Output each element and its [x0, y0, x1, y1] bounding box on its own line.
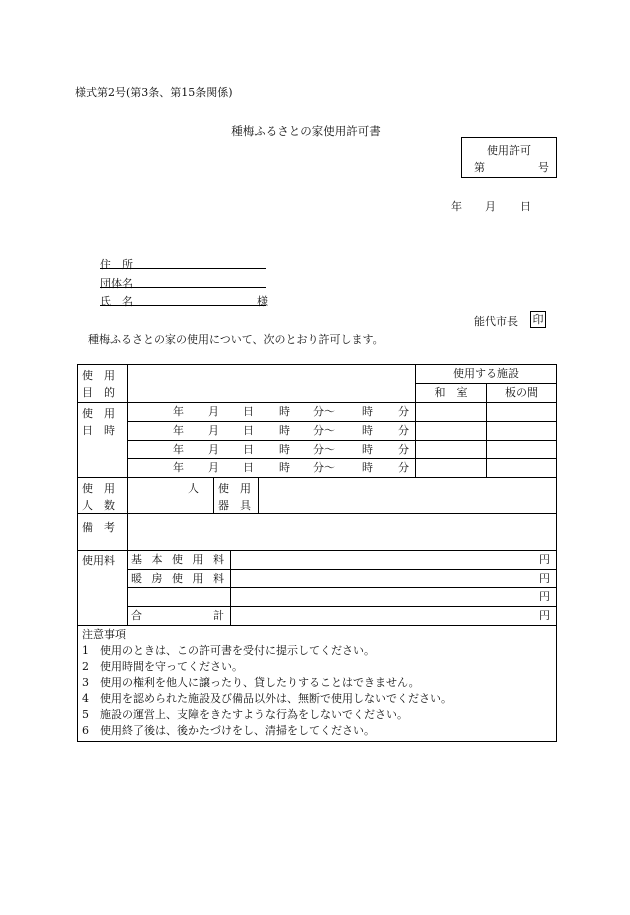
datetime-row: [127, 421, 416, 441]
notes-section: [77, 625, 557, 742]
unit-month: 月: [208, 461, 219, 474]
date-day: 日: [520, 200, 531, 213]
fee-item-value: 円: [230, 569, 557, 588]
unit-day: 日: [243, 424, 254, 437]
date-year: 年: [451, 200, 462, 213]
unit-minute-from: 分〜: [313, 461, 335, 474]
unit-month: 月: [208, 443, 219, 456]
facility-header: 使用する施設: [415, 364, 557, 384]
fee-item-value: 円: [230, 587, 557, 607]
unit-hour: 時: [362, 461, 373, 474]
unit-minute: 分: [398, 443, 409, 456]
washitsu-cell: [415, 402, 487, 422]
people-label: [77, 477, 128, 514]
fee-item-value: 円: [230, 550, 557, 570]
datetime-label-line2: 日 時: [82, 424, 115, 437]
unit-month: 月: [208, 424, 219, 437]
unit-year: 年: [173, 424, 184, 437]
group-label: 団体名: [100, 277, 133, 290]
unit-minute-from: 分〜: [313, 443, 335, 456]
washitsu-cell: [415, 458, 487, 478]
unit-hour: 時: [279, 461, 290, 474]
unit-hour: 時: [362, 405, 373, 418]
unit-minute-from: 分〜: [313, 424, 335, 437]
unit-hour: 時: [279, 424, 290, 437]
fee-total-value: 円: [230, 606, 557, 626]
people-unit: 人: [188, 482, 199, 495]
permit-box-dai: 第: [474, 161, 485, 174]
unit-minute: 分: [398, 424, 409, 437]
permit-box-label: 使用許可: [487, 144, 531, 157]
remarks-value: [127, 513, 557, 551]
washitsu-cell: [415, 440, 487, 459]
honorific: 様: [257, 295, 268, 308]
itanoma-cell: [486, 440, 557, 459]
itanoma-cell: [486, 421, 557, 441]
purpose-value: [127, 364, 416, 403]
itanoma-cell: [486, 458, 557, 478]
unit-hour: 時: [279, 443, 290, 456]
notes-item: 5 施設の運営上、支障をきたすような行為をしないでください。: [82, 708, 408, 721]
equipment-value: [258, 477, 557, 514]
address-label: 住 所: [100, 258, 133, 271]
itanoma-cell: [486, 402, 557, 422]
datetime-row: [127, 402, 416, 422]
equipment-label-line2: 器 具: [218, 499, 251, 512]
remarks-label: 備 考: [77, 513, 128, 551]
facility-col-washitsu: 和 室: [415, 383, 487, 403]
notes-item: 2 使用時間を守ってください。: [82, 660, 243, 673]
datetime-label: [77, 402, 128, 478]
address-underline: [100, 268, 266, 269]
fee-item-label: 基 本 使 用 料: [127, 550, 231, 570]
notes-item: 4 使用を認められた施設及び備品以外は、無断で使用しないでください。: [82, 692, 452, 705]
notes-heading: 注意事項: [82, 628, 126, 641]
notes-item: 3 使用の権利を他人に譲ったり、貸したりすることはできません。: [82, 676, 420, 689]
fee-total-label: 合 計: [127, 606, 231, 626]
unit-minute: 分: [398, 405, 409, 418]
unit-hour: 時: [362, 443, 373, 456]
purpose-label: [77, 364, 128, 403]
unit-month: 月: [208, 405, 219, 418]
mayor-title: 能代市長: [474, 315, 518, 328]
unit-day: 日: [243, 461, 254, 474]
equipment-label: [213, 477, 259, 514]
seal-stamp: 印: [530, 311, 546, 328]
permit-box-go: 号: [538, 161, 549, 174]
washitsu-cell: [415, 421, 487, 441]
purpose-label-line2: 目 的: [82, 386, 115, 399]
permit-number-box: [461, 137, 557, 178]
people-label-line2: 人 数: [82, 499, 115, 512]
equipment-label-line1: 使 用: [218, 482, 251, 495]
fee-label: 使用料: [77, 550, 128, 626]
unit-hour: 時: [362, 424, 373, 437]
group-underline: [100, 287, 266, 288]
notes-item: 1 使用のときは、この許可書を受付に提示してください。: [82, 644, 375, 657]
unit-year: 年: [173, 405, 184, 418]
unit-year: 年: [173, 461, 184, 474]
fee-item-label: 暖 房 使 用 料: [127, 569, 231, 588]
notes-item: 6 使用終了後は、後かたづけをし、清掃をしてください。: [82, 724, 375, 737]
name-underline: [100, 305, 266, 306]
name-label: 氏 名: [100, 295, 133, 308]
purpose-label-line1: 使 用: [82, 369, 115, 382]
form-number: 様式第2号(第3条、第15条関係): [75, 86, 233, 99]
datetime-label-line1: 使 用: [82, 407, 115, 420]
unit-day: 日: [243, 405, 254, 418]
document-title: 種梅ふるさとの家使用許可書: [231, 124, 381, 138]
unit-hour: 時: [279, 405, 290, 418]
date-month: 月: [485, 200, 496, 213]
people-label-line1: 使 用: [82, 482, 115, 495]
facility-col-itanoma: 板の間: [486, 383, 557, 403]
permission-statement: 種梅ふるさとの家の使用について、次のとおり許可します。: [88, 333, 384, 346]
unit-year: 年: [173, 443, 184, 456]
people-value: [127, 477, 214, 514]
permit-table: [77, 364, 557, 742]
unit-minute-from: 分〜: [313, 405, 335, 418]
unit-day: 日: [243, 443, 254, 456]
datetime-row: [127, 458, 416, 478]
datetime-row: [127, 440, 416, 459]
fee-item-label: [127, 587, 231, 607]
unit-minute: 分: [398, 461, 409, 474]
